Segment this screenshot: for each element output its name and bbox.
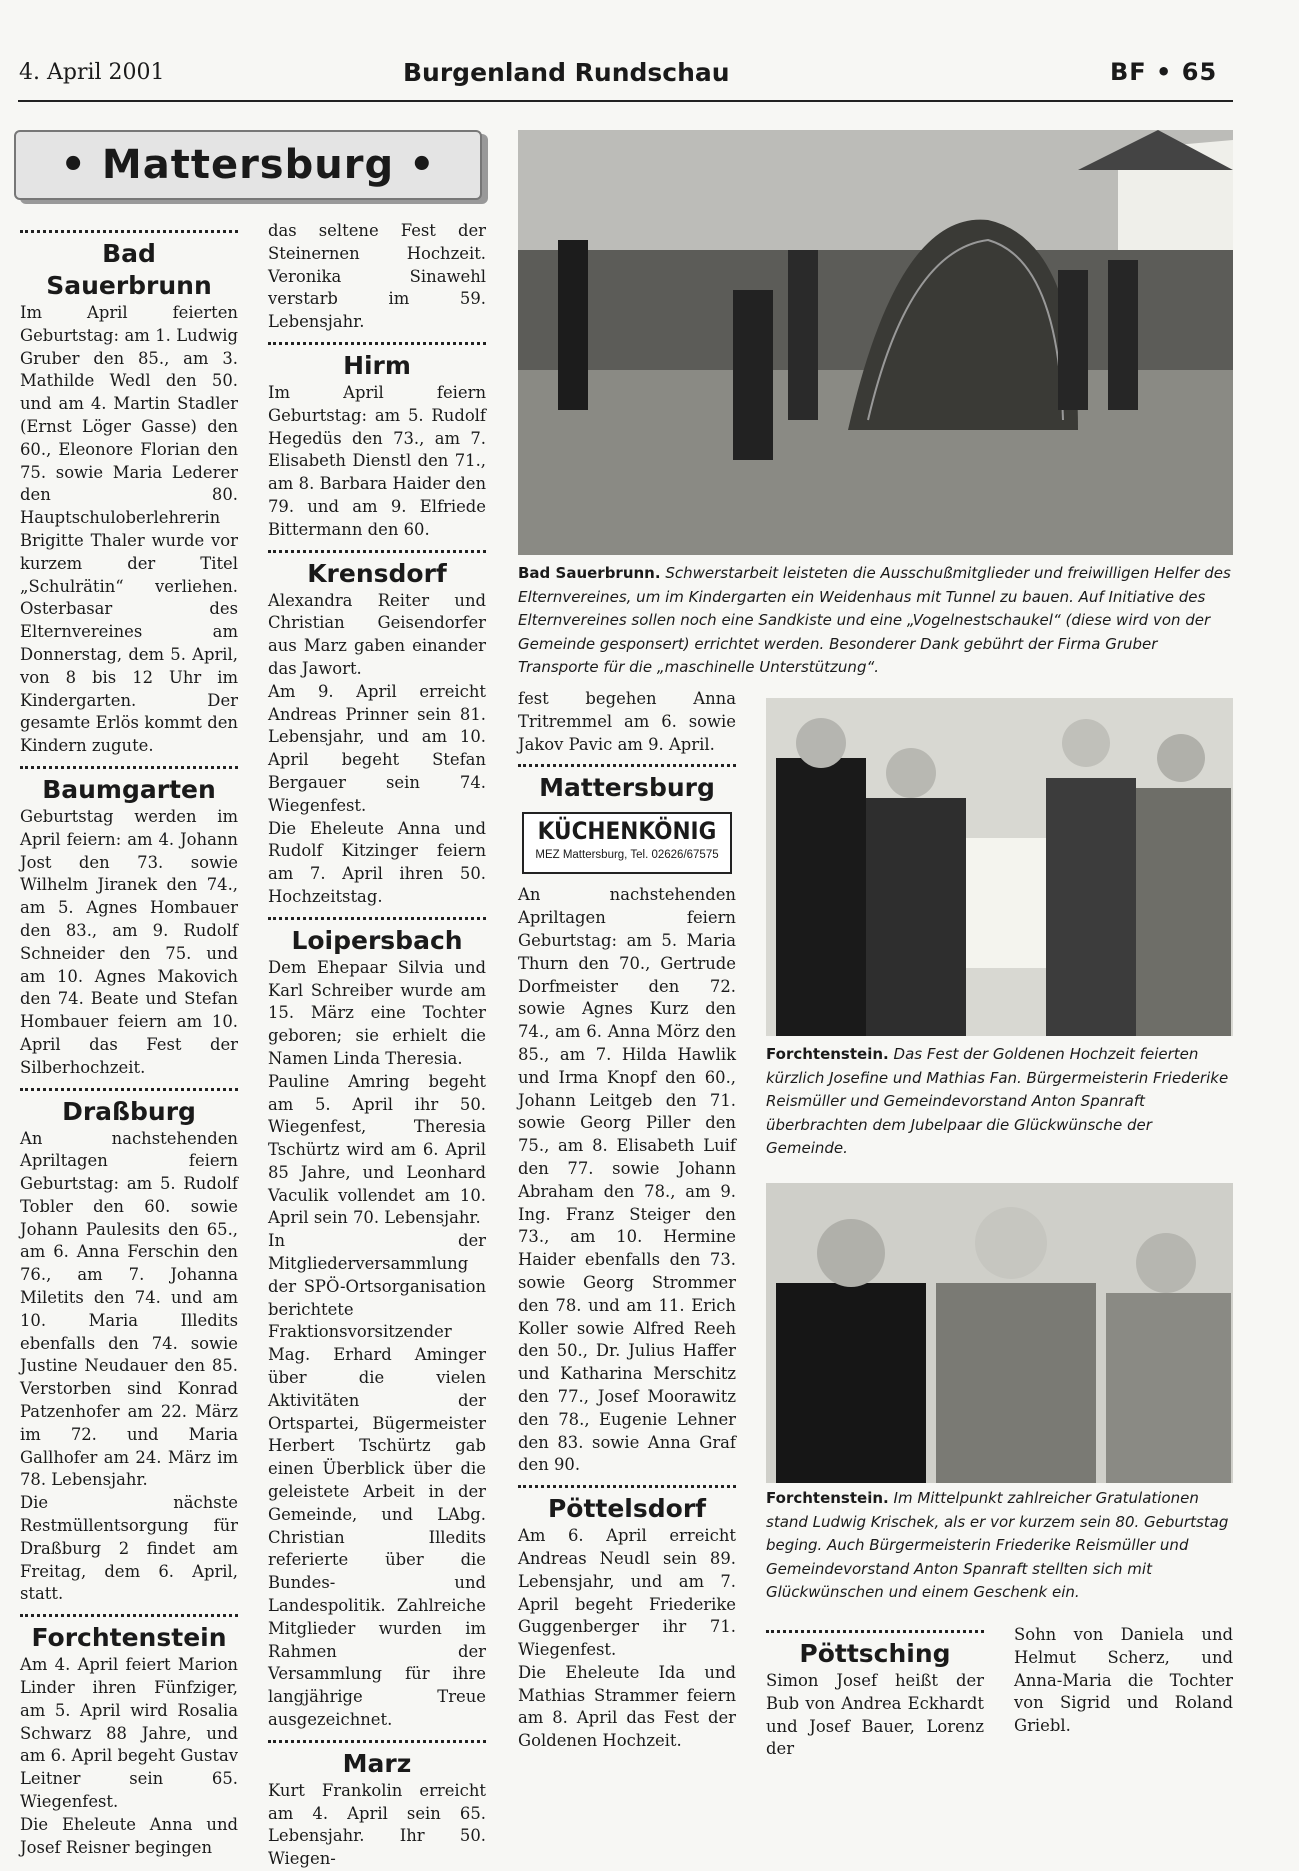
divider — [518, 764, 736, 767]
text-bad-sauerbrunn: Im April feierten Geburtstag: am 1. Ludwig Gruber den 85., am 3. Mathilde Wedl den 50. und am 4. Martin Stadler (Ernst Löger Gasse) den 60., Eleonore Florian den 75. sowie Maria Lederer den 80. Hauptschuloberlehrerin Brigitte Thaler wurde vor kurzem der Titel „Schulrätin“ verliehen. Osterbasar des Elternvereines am Donnerstag, dem 5. April, von 8 bis 12 Uhr im Kindergarten. Der gesamte Erlös kommt den Kindern zugute. — [20, 303, 238, 756]
caption-3-text: Im Mittelpunkt zahlreicher Gratulationen stand Ludwig Krischek, als er vor kurzem sein 80. Geburtstag beging. Auch Bürgermeisterin Friederike Reismüller und Gemeindevorstand Anton Spanraft stellten sich mit Glückwünschen und einem Geschenk ein. — [766, 1489, 1229, 1601]
heading-krensdorf: Krensdorf — [307, 558, 447, 588]
page-number: BF • 65 — [1110, 58, 1218, 86]
column-2 — [268, 220, 486, 1871]
divider — [518, 1485, 736, 1488]
ad-name: KÜCHENKÖNIG — [537, 817, 717, 846]
text-loipersbach-3: In der Mitgliederversammlung der SPÖ-Ortsorganisation berichtete Fraktionsvorsitzender Mag. Erhard Aminger über die vielen Aktivitäten der Ortspartei, Bügermeister Herbert Tschürtz gab einen Überblick über die geleistete Arbeit in der Gemeinde, und LAbg. Christian Illedits referierte über die Bundes- und Landespolitik. Zahlreiche Mitglieder wurden im Rahmen der Versammlung für ihre langjährige Treue ausgezeichnet. — [268, 1231, 486, 1730]
caption-2-place: Forchtenstein. — [766, 1045, 889, 1063]
text-loipersbach-2: Pauline Amring begeht am 5. April ihr 50. Wiegenfest, Theresia Tschürtz wird am 6. April 85 Jahre, und Leonhard Vaculik vollendet am 10. April sein 70. Lebensjahr. — [268, 1071, 486, 1228]
column-1 — [20, 222, 238, 1859]
heading-bad-sauerbrunn: Bad Sauerbrunn — [46, 239, 212, 300]
heading-forchtenstein: Forchtenstein — [31, 1623, 227, 1653]
heading-drassburg: Draßburg — [62, 1096, 196, 1126]
birthday-image — [766, 1183, 1233, 1483]
caption-2-text: Das Fest der Goldenen Hochzeit feierten kürzlich Josefine und Mathias Fan. Bürgermeisterin Friederike Reismüller und Gemeindevorstand Anton Spanraft überbrachten dem Jubelpaar die Glückwünsche der Gemeinde. — [766, 1045, 1229, 1157]
divider — [20, 1088, 238, 1091]
divider — [766, 1630, 984, 1633]
caption-photo-2 — [766, 1043, 1233, 1161]
heading-hirm: Hirm — [343, 350, 411, 380]
heading-baumgarten: Baumgarten — [42, 774, 216, 804]
text-krensdorf-1: Alexandra Reiter und Christian Geisendorfer aus Marz gaben einander das Jawort. — [268, 590, 486, 678]
text-forchtenstein-2: Die Eheleute Anna und Josef Reisner begingen — [20, 1814, 238, 1857]
column-3 — [518, 688, 736, 1753]
photo-80th-birthday — [766, 1183, 1233, 1483]
divider — [20, 230, 238, 233]
caption-photo-3 — [766, 1487, 1233, 1605]
caption-photo-1 — [518, 562, 1233, 680]
text-drassburg-2: Die nächste Restmüllentsorgung für Draßburg 2 findet am Freitag, dem 6. April, statt. — [20, 1493, 238, 1604]
caption-1-text: Schwerstarbeit leisteten die Ausschußmitglieder und freiwilligen Helfer des Elternvereines, um im Kindergarten ein Weidenhaus mit Tunnel zu bauen. Auf Initiative des Elternvereines sollen noch eine Sandkiste und eine „Vogelnestschaukel“ (diese wird von der Gemeinde gesponsert) errichtet werden. Besonderer Dank gebührt der Firma Gruber Transporte für die „maschinelle Unterstützung“. — [518, 564, 1231, 676]
section-tab: • Mattersburg • — [14, 130, 482, 200]
text-baumgarten: Geburtstag werden im April feiern: am 4. Johann Jost den 73. sowie Wilhelm Jiranek den 74., am 5. Agnes Hombauer den 83., am 9. Rudolf Schneider den 75. und am 10. Agnes Makovich den 74. Beate und Stefan Hombauer feiern am 10. April das Fest der Silberhochzeit. — [20, 806, 238, 1077]
willow-house-image — [518, 130, 1233, 555]
photo-willow-house — [518, 130, 1233, 555]
heading-marz: Marz — [342, 1748, 412, 1778]
text-col3-lead: fest begehen Anna Tritremmel am 6. sowie Jakov Pavic am 9. April. — [518, 689, 736, 754]
text-poettelsdorf-2: Die Eheleute Ida und Mathias Strammer feiern am 8. April das Fest der Goldenen Hochzeit. — [518, 1662, 736, 1751]
divider — [20, 1614, 238, 1617]
heading-poettelsdorf: Pöttelsdorf — [547, 1494, 707, 1524]
advertisement-kuechenkoenig[interactable] — [522, 812, 732, 874]
issue-date: 4. April 2001 — [19, 60, 165, 85]
text-krensdorf-2: Am 9. April erreicht Andreas Prinner sein 81. Lebensjahr, und am 10. April begeht Stefan Bergauer sein 74. Wiegenfest. — [268, 681, 486, 815]
heading-poetsching: Pöttsching — [799, 1639, 951, 1668]
photo-golden-wedding — [766, 698, 1233, 1036]
text-col2-lead: das seltene Fest der Steinernen Hochzeit. Veronika Sinawehl verstarb im 59. Lebensjahr. — [268, 221, 486, 332]
divider — [268, 550, 486, 553]
divider — [20, 766, 238, 769]
text-forchtenstein-1: Am 4. April feiert Marion Linder ihren Fünfziger, am 5. April wird Rosalia Schwarz 88 Jahre, und am 6. April begeht Gustav Leitner sein 65. Wiegenfest. — [20, 1655, 238, 1812]
column-last — [1014, 1624, 1233, 1738]
caption-3-place: Forchtenstein. — [766, 1489, 889, 1507]
text-poettelsdorf-1: Am 6. April erreicht Andreas Neudl sein 89. Lebensjahr, und am 7. April begeht Friederike Guggenberger ihr 71. Wiegenfest. — [518, 1526, 736, 1660]
header-rule — [18, 100, 1233, 102]
text-krensdorf-3: Die Eheleute Anna und Rudolf Kitzinger feiern am 7. April ihren 50. Hochzeitstag. — [268, 818, 486, 906]
divider — [268, 342, 486, 345]
text-drassburg-1: An nachstehenden Apriltagen feiern Geburtstag: am 5. Rudolf Tobler den 60. sowie Johann Paulesits den 65., am 6. Anna Ferschin den 76., am 7. Johanna Miletits den 74. und am 10. Maria Illedits ebenfalls den 74. sowie Justine Neudauer den 85. Verstorben sind Konrad Patzenhofer am 22. März im 72. und Maria Gallhofer am 24. März im 78. Lebensjahr. — [20, 1128, 238, 1490]
golden-wedding-image — [766, 698, 1233, 1036]
column-poetsching — [766, 1622, 984, 1761]
heading-mattersburg: Mattersburg — [539, 773, 715, 803]
text-last: Sohn von Daniela und Helmut Scherz, und Anna-Maria die Tochter von Sigrid und Roland Griebl. — [1014, 1625, 1233, 1736]
divider — [268, 1740, 486, 1743]
text-poetsching: Simon Josef heißt der Bub von Andrea Eckhardt und Josef Bauer, Lorenz der — [766, 1671, 984, 1759]
divider — [268, 917, 486, 920]
ad-info: MEZ Mattersburg, Tel. 02626/67575 — [535, 849, 719, 862]
newspaper-title: Burgenland Rundschau — [403, 58, 730, 87]
text-marz: Kurt Frankolin erreicht am 4. April sein 65. Lebensjahr. Ihr 50. Wiegen- — [268, 1780, 486, 1869]
heading-loipersbach: Loipersbach — [291, 925, 463, 955]
caption-1-place: Bad Sauerbrunn. — [518, 564, 661, 582]
text-hirm: Im April feiern Geburtstag: am 5. Rudolf Hegedüs den 73., am 7. Elisabeth Dienstl den 71., am 8. Barbara Haider den 79. und am 9. Elfriede Bittermann den 60. — [268, 382, 486, 539]
text-loipersbach-1: Dem Ehepaar Silvia und Karl Schreiber wurde am 15. März eine Tochter geboren; sie erhielt die Namen Linda Theresia. — [268, 957, 486, 1068]
text-mattersburg: An nachstehenden Apriltagen feiern Geburtstag: am 5. Maria Thurn den 70., Gertrude Dorfmeister den 72. sowie Agnes Kurz den 74., am 6. Anna Mörz den 85., am 7. Hilda Hawlik und Irma Knopf den 60., Johann Leitgeb den 71. sowie Georg Piller den 75., am 8. Elisabeth Luif den 77. sowie Johann Abraham den 78., am 9. Ing. Franz Steiger den 73., am 10. Hermine Haider ebenfalls den 73. sowie Georg Strommer den 78. und am 11. Erich Koller sowie Alfred Reeh den 50., Dr. Julius Haffer und Katharina Merschitz den 77., Josef Moorawitz den 78., Eugenie Lehner den 83. sowie Anna Graf den 90. — [518, 885, 736, 1475]
